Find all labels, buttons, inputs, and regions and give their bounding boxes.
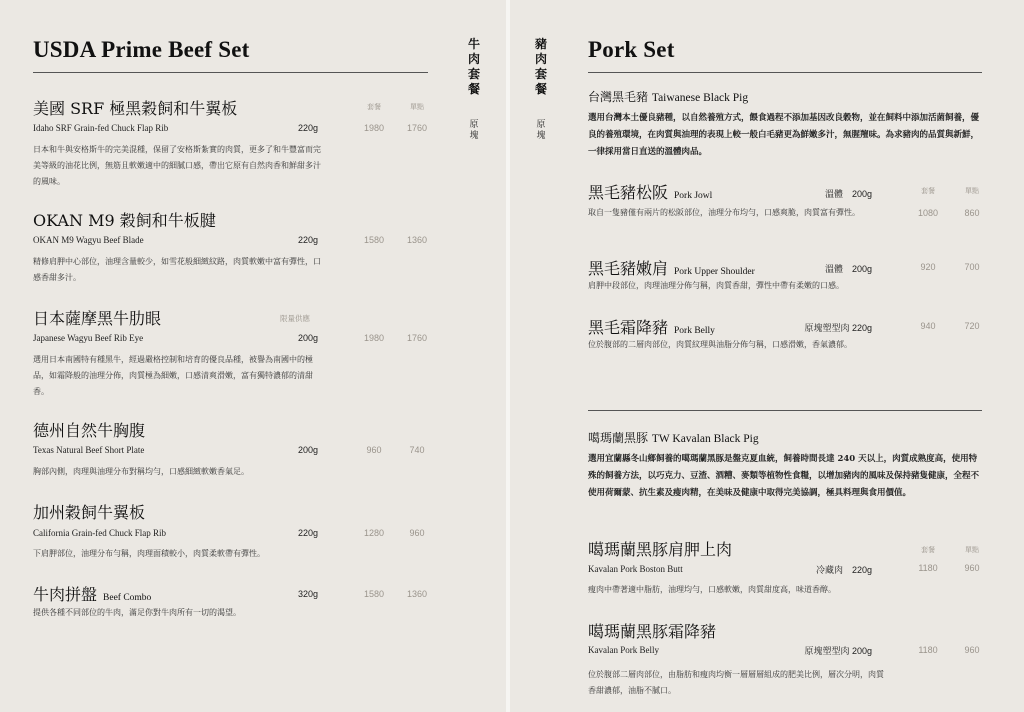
- beef-col-set: 套餐: [367, 103, 381, 111]
- pork-item-set-price: 1180: [918, 645, 938, 655]
- beef-item-name: OKAN M9 穀飼和牛板腱: [33, 211, 216, 230]
- beef-title: USDA Prime Beef Set: [33, 37, 250, 62]
- beef-item-set-price: 1980: [363, 333, 385, 343]
- pork-item-name: 噶瑪蘭黑豚霜降豬: [588, 622, 717, 641]
- beef-item-weight: 200g: [297, 333, 318, 343]
- section-divider: [588, 410, 982, 411]
- kavalan-heading-zh: 噶瑪蘭黑豚: [588, 431, 649, 445]
- beef-vertical-title: 牛肉套餐: [467, 37, 480, 96]
- beef-item-name: 加州穀飼牛翼板: [33, 503, 146, 522]
- black-pig-heading: [588, 88, 748, 105]
- kavalan-col-set: 套餐: [921, 546, 935, 554]
- beef-vertical-note: 原塊: [469, 120, 479, 141]
- beef-item-name-en: Beef Combo: [103, 593, 152, 603]
- pork-item-name-en: Pork Belly: [674, 326, 715, 336]
- black-pig-heading-zh: 台灣黑毛豬: [588, 90, 649, 104]
- beef-item-name-zh: 牛肉拼盤: [33, 585, 98, 604]
- pork-item-single-price: 960: [964, 645, 980, 655]
- beef-item-en: Texas Natural Beef Short Plate: [33, 445, 145, 455]
- beef-item-desc: 下肩胛部位，油理分布勻稱，肉理面積較小，肉質柔軟帶有彈性。: [33, 549, 265, 558]
- beef-item-set-price: 1980: [363, 123, 385, 133]
- beef-item-set-price: 1280: [363, 528, 385, 538]
- beef-item-weight: 220g: [297, 235, 318, 245]
- pork-item-name-zh: 黑毛豬嫩肩: [588, 259, 669, 278]
- beef-item-weight: 220g: [297, 123, 318, 133]
- beef-item-weight: 320g: [297, 589, 318, 599]
- beef-item-desc: 精修肩胛中心部位，油理含量較少，如雪花般細緻紋路，肉質軟嫩中富有彈性，口感香甜多汁。: [33, 257, 321, 282]
- pork-item-desc: 肩胛中段部位，肉理油理分佈勻稱，肉質香甜，彈性中帶有柔嫩的口感。: [588, 281, 844, 290]
- kavalan-col-single: 單點: [965, 546, 979, 554]
- beef-item-set-price: 960: [366, 445, 382, 455]
- beef-item-name: [33, 582, 151, 605]
- kavalan-heading-en: TW Kavalan Black Pig: [651, 433, 759, 445]
- pork-item-single-price: 720: [964, 321, 980, 331]
- pork-item-set-price: 940: [920, 321, 936, 331]
- pork-item-set-price: 1180: [918, 563, 938, 573]
- pork-item-desc: 取自一隻豬僅有兩片的松阪部位，油理分布均勻，口感爽脆，肉質富有彈性。: [588, 208, 860, 217]
- beef-item-name: 德州自然牛胸腹: [33, 421, 146, 440]
- pork-item-desc: 位於腹部的二層肉部位，肉質紋理與油脂分佈勻稱，口感滑嫩，香氣濃郁。: [588, 340, 852, 349]
- beef-item-en: California Grain-fed Chuck Flap Rib: [33, 528, 166, 538]
- beef-item-en: OKAN M9 Wagyu Beef Blade: [33, 235, 144, 245]
- pork-item-weight: 溫體 200g: [824, 189, 872, 199]
- beef-item-desc: 提供各種不同部位的牛肉，滿足你對牛肉所有一切的渴望。: [33, 608, 241, 617]
- pork-item-name: [588, 315, 715, 338]
- beef-item-single-price: 1760: [406, 123, 428, 133]
- pork-col-single: 單點: [965, 187, 979, 195]
- beef-item-set-price: 1580: [363, 589, 385, 599]
- black-pig-intro: 選用台灣本土優良豬種，以自然養殖方式，餵食過程不添加基因改良穀物，並在飼料中添加活菌飼養，優良的養殖環境，在肉質與油理的表現上較一般白毛豬更為鮮嫩多汁，無腥羶味。為求豬肉的品質與新鮮，一律採用當日直送的溫體肉品。: [588, 113, 980, 157]
- beef-item-en: Idaho SRF Grain-fed Chuck Flap Rib: [33, 123, 169, 133]
- pork-item-weight: 原塊塑型肉 200g: [804, 646, 872, 656]
- beef-item-en: Japanese Wagyu Beef Rib Eye: [33, 333, 144, 343]
- pork-title-rule: [588, 72, 982, 73]
- kavalan-intro: 選用宜蘭縣冬山鄉飼養的噶瑪蘭黑豚是盤克夏血統，飼養時間長達 240 天以上，肉質成熟度高，使用特殊的飼養方法，以巧克力、豆渣、酒糟、麥類等植物性食糧，以增加豬肉的風味及保持豬隻健康，全程不使用荷爾蒙、抗生素及瘦肉精，在美味及健康中取得完美協調，極具料理與食用價值。: [588, 454, 980, 498]
- pork-vertical-title: 豬肉套餐: [534, 37, 547, 96]
- beef-item-single-price: 1360: [406, 235, 428, 245]
- pork-item-single-price: 860: [964, 208, 980, 218]
- pork-item-weight: 冷藏肉 220g: [815, 565, 872, 575]
- pork-item-set-price: 920: [920, 262, 936, 272]
- limited-supply-badge: 限量供應: [280, 314, 310, 323]
- beef-item-name: 美國 SRF 極黑穀飼和牛翼板: [33, 99, 238, 118]
- beef-item-single-price: 960: [409, 528, 425, 538]
- beef-col-single: 單點: [410, 103, 424, 111]
- beef-item-desc: 日本和牛與安格斯牛的完美混種，保留了安格斯紮實的肉質，更多了和牛豐富而完美等級的油花比例，無筋且軟嫩適中的細膩口感，帶出它原有自然肉香和鮮甜多汁的風味。: [33, 145, 321, 186]
- beef-title-rule: [33, 72, 428, 73]
- beef-item-name: 日本薩摩黑牛肋眼: [33, 309, 162, 328]
- pork-item-en: Kavalan Pork Belly: [588, 645, 659, 655]
- kavalan-heading: [588, 429, 759, 446]
- pork-item-en: Kavalan Pork Boston Butt: [588, 564, 683, 574]
- beef-item-desc: 選用日本南國特有種黑牛，經過嚴格控制和培育的優良品種，被譽為南國中的極品，如霜降般的油理分佈，肉質極為細嫩，口感清爽滑嫩，富有獨特濃郁的清甜香。: [33, 355, 313, 396]
- beef-item-single-price: 740: [409, 445, 425, 455]
- pork-item-name: 噶瑪蘭黑豚肩胛上肉: [588, 540, 733, 559]
- pork-item-single-price: 960: [964, 563, 980, 573]
- pork-item-name: [588, 180, 712, 203]
- pork-item-single-price: 700: [964, 262, 980, 272]
- pork-item-desc: 瘦肉中帶著適中脂肪，油理均勻，口感軟嫩，肉質甜度高，味道香醇。: [588, 585, 836, 594]
- pork-item-name: [588, 256, 755, 279]
- pork-item-name-en: Pork Upper Shoulder: [674, 267, 755, 277]
- pork-item-name-en: Pork Jowl: [674, 191, 713, 201]
- beef-item-single-price: 1760: [406, 333, 428, 343]
- pork-item-set-price: 1080: [917, 208, 939, 218]
- black-pig-heading-en: Taiwanese Black Pig: [651, 92, 749, 104]
- pork-col-set: 套餐: [921, 187, 935, 195]
- beef-item-set-price: 1580: [363, 235, 385, 245]
- pork-item-weight: 溫體 200g: [824, 264, 872, 274]
- pork-vertical-note: 原塊: [536, 120, 546, 141]
- beef-item-weight: 220g: [297, 528, 318, 538]
- beef-item-weight: 200g: [297, 445, 318, 455]
- pork-page: [510, 0, 1024, 712]
- beef-item-desc: 胸部內側，肉理與油理分布對稱均勻，口感細緻軟嫩香氣足。: [33, 467, 249, 476]
- pork-item-name-zh: 黑毛霜降豬: [588, 318, 669, 337]
- pork-item-desc: 位於腹部二層肉部位，由脂肪和瘦肉均衡一層層層組成的肥美比例，層次分明，肉質香甜濃郁，油脂不膩口。: [588, 670, 884, 695]
- pork-item-name-zh: 黑毛豬松阪: [588, 183, 669, 202]
- pork-item-weight: 原塊塑型肉 220g: [804, 323, 872, 333]
- beef-item-single-price: 1360: [406, 589, 428, 599]
- pork-title: Pork Set: [588, 37, 675, 62]
